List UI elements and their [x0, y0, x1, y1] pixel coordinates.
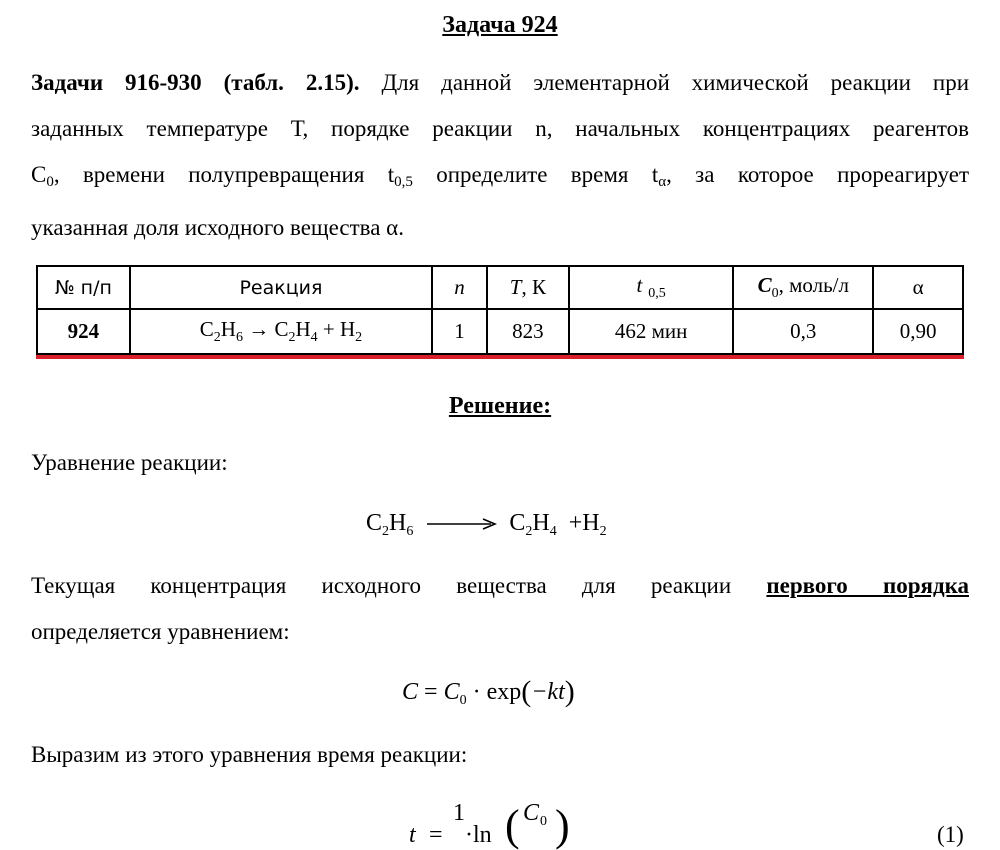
equation-label: Уравнение реакции: [31, 450, 228, 475]
eq-h: H [389, 510, 407, 536]
f2-ln: ·ln [465, 822, 492, 848]
p-h: H [295, 317, 311, 341]
f2-c0-sub: 0 [540, 814, 547, 829]
concentration-formula [402, 675, 575, 709]
eq-c2: C [509, 510, 526, 536]
header-c-symbol: C [757, 273, 772, 297]
long-arrow-icon [425, 517, 497, 531]
eq-h-sub: 6 [406, 524, 414, 539]
header-half-life-sub: 0,5 [648, 286, 666, 301]
paragraph-express-time: Выразим из этого уравнения время реакции: [31, 742, 468, 767]
header-alpha: α [873, 266, 963, 309]
r-h-sub: 6 [235, 330, 243, 345]
header-number: № п/п [37, 266, 130, 309]
intro-line1: Для данной элементарной химической реакции при [359, 70, 970, 95]
f1-c0: C [443, 679, 460, 705]
header-n [432, 266, 487, 309]
intro-line3-d: , за которое прореагирует [666, 162, 970, 187]
r-h: H [220, 317, 236, 341]
reaction-arrow: → [242, 317, 275, 341]
f2-c0: C [523, 800, 540, 826]
eq-c-sub: 2 [382, 524, 390, 539]
intro-c-symbol: C [31, 162, 47, 187]
header-temperature [487, 266, 569, 309]
eq-h-last-sub: 2 [599, 524, 607, 539]
problem-range: Задачи 916-930 (табл. 2.15). [31, 70, 360, 95]
f1-exp: · exp [466, 679, 522, 705]
table-accent-line [36, 355, 964, 359]
f1-arg: −kt [531, 679, 565, 705]
p-c-sub: 2 [288, 330, 296, 345]
cell-number: 924 [37, 309, 130, 354]
intro-line2: заданных температуре Т, порядке реакции n, начальных концентрациях реагентов [31, 116, 969, 141]
p2-text: Текущая концентрация исходного вещества для реакции [31, 573, 767, 598]
paragraph-first-order [31, 563, 969, 655]
p-h-sub: 4 [310, 330, 318, 345]
header-half-life-symbol: t [636, 273, 643, 297]
intro-line3-b: , времени полупревращения t [53, 162, 395, 187]
header-c-sub: 0 [771, 286, 779, 301]
page-title: Задача 924 [442, 12, 558, 38]
f1-c0-sub: 0 [459, 693, 467, 708]
solution-heading: Решение: [448, 393, 552, 419]
header-t-symbol: T [509, 275, 522, 299]
eq-plus-h: +H [568, 510, 600, 536]
cell-half-life: 462 мин [569, 309, 734, 354]
eq-c: C [366, 510, 383, 536]
header-half-life [569, 266, 734, 309]
p2-h: H [339, 317, 356, 341]
cell-reaction [130, 309, 432, 354]
f2-numerator: 1 [453, 800, 465, 826]
eq-h2-sub: 4 [549, 524, 557, 539]
header-reaction: Реакция [130, 266, 432, 309]
f1-paren-open: ( [521, 675, 532, 708]
problem-statement [31, 60, 969, 251]
f2-paren-close: ) [555, 801, 570, 850]
first-order-emphasis: первого порядка [766, 573, 969, 598]
intro-c-sub: 0 [46, 174, 54, 190]
cell-alpha: 0,90 [873, 309, 963, 354]
p2-h-sub: 2 [355, 330, 363, 345]
p-c: C [274, 317, 289, 341]
r-c: C [199, 317, 214, 341]
intro-line3-c: определите время t [412, 162, 659, 187]
header-n-symbol: n [454, 275, 465, 299]
cell-concentration: 0,3 [733, 309, 873, 354]
f2-t: t [409, 822, 416, 848]
f2-paren-open: ( [505, 801, 520, 850]
f1-c: C [402, 679, 419, 705]
f1-paren-close: ) [564, 675, 575, 708]
intro-talpha-sub: α [658, 174, 667, 190]
plus-sign: + [317, 317, 340, 341]
cell-n: 1 [432, 309, 487, 354]
f2-eq: = [423, 822, 449, 848]
eq-c2-sub: 2 [525, 524, 533, 539]
header-concentration [733, 266, 873, 309]
header-c-unit: , моль/л [778, 273, 849, 297]
reaction-equation [366, 510, 607, 540]
header-t-unit: , К [521, 275, 546, 299]
data-table [36, 265, 964, 355]
p2-line2: определяется уравнением: [31, 619, 290, 644]
intro-line4: указанная доля исходного вещества α. [31, 215, 404, 240]
table-header-row [37, 266, 963, 309]
r-c-sub: 2 [213, 330, 221, 345]
equation-number: (1) [937, 822, 964, 847]
cell-temperature: 823 [487, 309, 569, 354]
table-row [37, 309, 963, 354]
eq-h2: H [532, 510, 550, 536]
f1-eq: = [418, 679, 444, 705]
intro-t-sub: 0,5 [394, 174, 413, 190]
